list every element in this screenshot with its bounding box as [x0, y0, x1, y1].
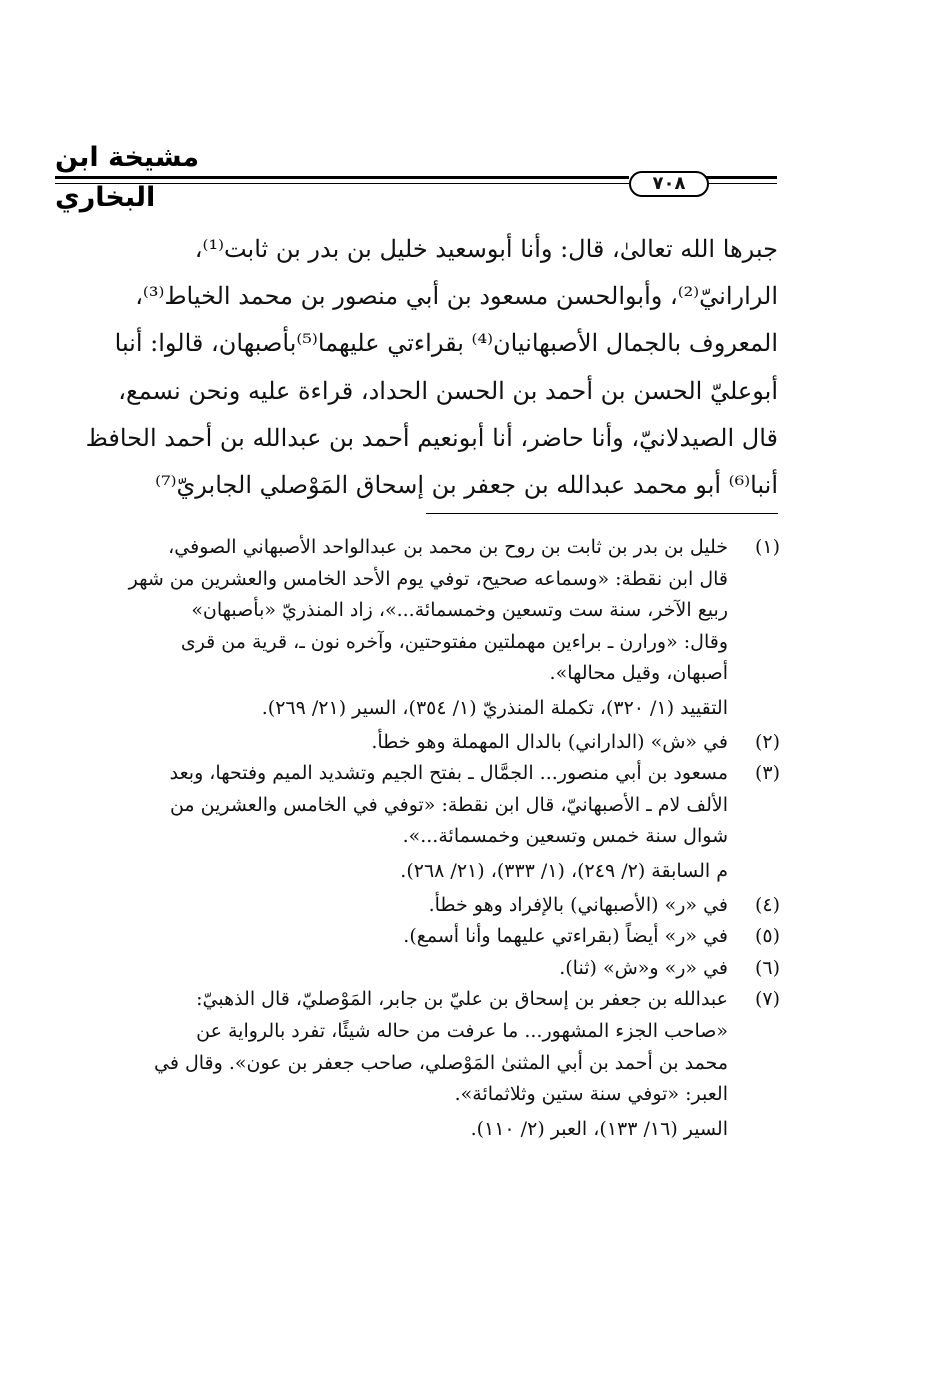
footnote-line: الألف لام ـ الأصبهانيّ، قال ابن نقطة: «توفي في الخامس والعشرين من	[169, 793, 728, 816]
footnote-line: عبدالله بن جعفر بن إسحاق بن عليّ بن جابر، المَوْصليّ، قال الذهبيّ:	[196, 988, 728, 1011]
footnote-line: خليل بن بدر بن ثابت بن روح بن محمد بن عبدالواحد الأصبهاني الصوفي،	[168, 536, 728, 558]
footnote-number: (٧)	[754, 988, 780, 1011]
footnote-line: شوال سنة خمس وتسعين وخمسمائة...».	[402, 825, 728, 848]
footnote-number: (٣)	[754, 762, 780, 785]
footnote-3	[53, 758, 780, 887]
footnote-line: في «ر» (الأصبهاني) بالإفراد وهو خطأ.	[428, 893, 728, 916]
footnote-reference: السير (١٦/ ١٣٣)، العبر (٢/ ١١٠).	[470, 1117, 728, 1140]
footnote-number: (٥)	[754, 925, 780, 948]
header-rule-line-left-thin	[55, 183, 629, 184]
footnote-line: في «ش» (الداراني) بالدال المهملة وهو خطأ.	[371, 730, 728, 753]
footnote-number: (٢)	[754, 730, 780, 753]
footnote-4	[53, 890, 780, 922]
footnote-1	[53, 532, 780, 725]
footnote-line: في «ر» و«ش» (ثنا).	[559, 956, 728, 979]
footnote-line: العبر: «توفي سنة ستين وثلاثمائة».	[454, 1083, 728, 1106]
main-text	[70, 226, 778, 509]
footnote-7	[53, 984, 780, 1145]
footnote-line: وقال: «ورارن ـ براءين مهملتين مفتوحتين، وآخره نون ـ، قرية من قرى	[180, 630, 728, 653]
main-text-line: الرارانيّ⁽²⁾، وأبوالحسن مسعود بن أبي منصور بن محمد الخياط⁽³⁾،	[135, 282, 778, 311]
main-text-line: جبرها الله تعالىٰ، قال: وأنا أبوسعيد خليل بن بدر بن ثابت⁽¹⁾،	[194, 235, 778, 263]
main-text-line: قال الصيدلانيّ، وأنا حاضر، أنا أبونعيم أحمد بن عبدالله بن أحمد الحافظ	[85, 423, 778, 452]
footnote-reference: م السابقة (٢/ ٢٤٩)، (١/ ٣٣٣)، (٢١/ ٢٦٨).	[400, 859, 728, 882]
header-rule	[55, 172, 777, 194]
footnote-line: أصبهان، وقيل محالها».	[549, 662, 728, 685]
footnote-6	[53, 953, 780, 985]
footnote-line: محمد بن أحمد بن أبي المثنىٰ المَوْصلي، صاحب جعفر بن عون». وقال في	[154, 1051, 728, 1074]
footnote-line: «صاحب الجزء المشهور... ما عرفت من حاله شيئًا، تفرد بالرواية عن	[196, 1019, 728, 1042]
footnote-2	[53, 727, 780, 759]
page-number: ٧٠٨	[629, 171, 709, 197]
main-text-line: أبوعليّ الحسن بن أحمد بن الحسن الحداد، قراءة عليه ونحن نسمع،	[118, 376, 778, 405]
footnote-line: ربيع الآخر، سنة ست وتسعين وخمسمائة...»، زاد المنذريّ «بأصبهان»	[191, 599, 728, 622]
footnote-number: (١)	[754, 536, 780, 558]
main-text-line: المعروف بالجمال الأصبهانيان⁽⁴⁾ بقراءتي عليهما⁽⁵⁾بأصبهان، قالوا: أنبا	[114, 329, 778, 358]
header-rule-line-left	[55, 176, 629, 179]
footnote-line: في «ر» أيضاً (بقراءتي عليهما وأنا أسمع).	[403, 925, 728, 948]
footnote-reference: التقييد (١/ ٣٢٠)، تكملة المنذريّ (١/ ٣٥٤)، السير (٢١/ ٢٦٩).	[261, 696, 728, 719]
footnote-line: مسعود بن أبي منصور... الجمَّال ـ بفتح الجيم وتشديد الميم وفتحها، وبعد	[169, 762, 728, 785]
running-title: مشيخة ابن البخاري	[55, 142, 200, 213]
main-text-line: أنبا⁽⁶⁾ أبو محمد عبدالله بن جعفر بن إسحاق المَوْصلي الجابريّ⁽⁷⁾	[155, 471, 778, 500]
footnote-line: قال ابن نقطة: «وسماعه صحيح، توفي يوم الأحد الخامس والعشرين من شهر	[128, 567, 728, 590]
footnotes	[53, 532, 780, 1147]
footnote-number: (٤)	[754, 893, 780, 916]
footnote-separator	[426, 513, 778, 514]
footnote-5	[53, 921, 780, 953]
footnote-number: (٦)	[754, 956, 780, 979]
